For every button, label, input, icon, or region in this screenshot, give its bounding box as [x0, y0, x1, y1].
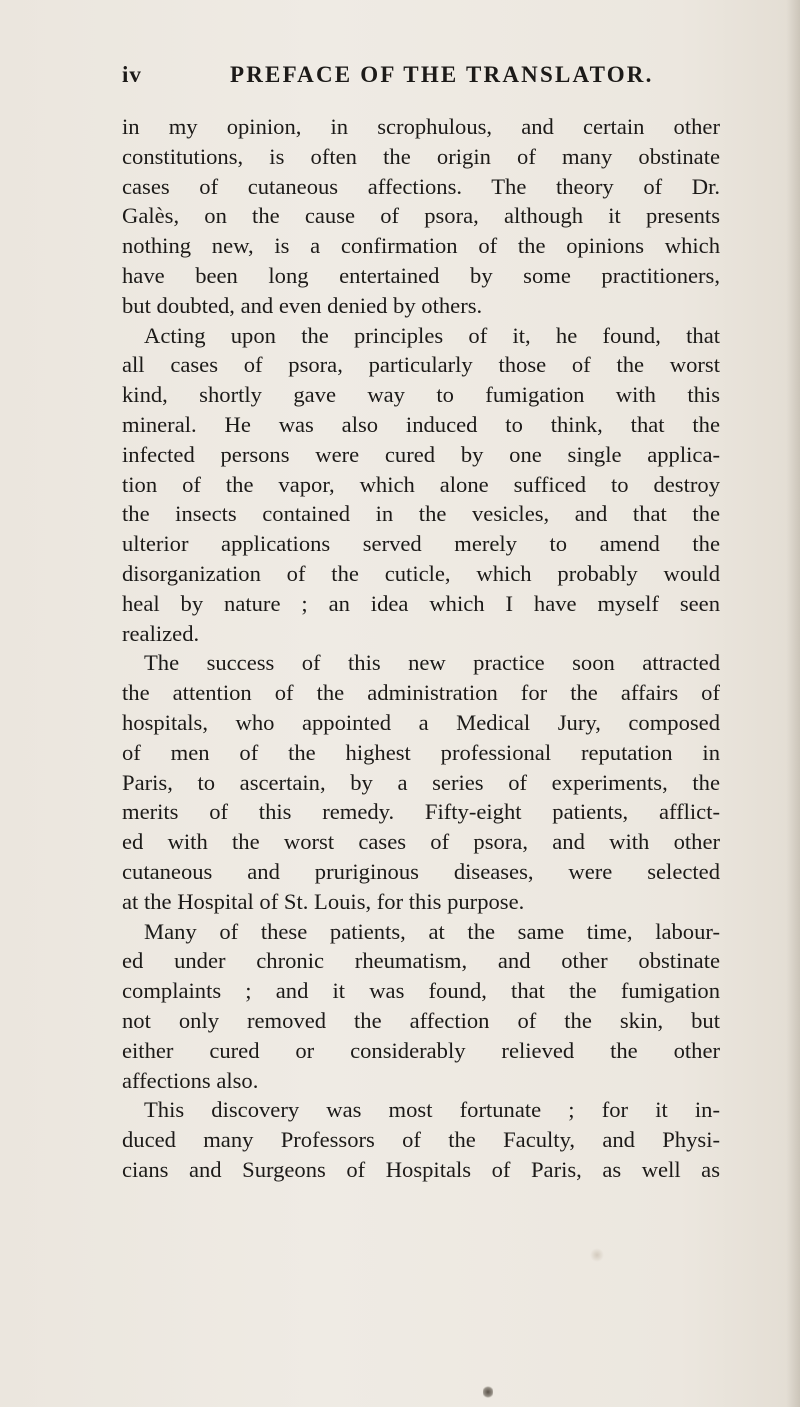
text-line: nothing new, is a confirmation of the opinions which: [122, 233, 720, 259]
text-line: disorganization of the cuticle, which probably would: [122, 560, 720, 586]
text-line: tion of the vapor, which alone sufficed to destroy: [122, 471, 720, 497]
page-edge-shadow: [786, 0, 800, 1407]
text-line: mineral. He was also induced to think, that the: [122, 411, 720, 437]
text-line: This discovery was most fortunate ; for it in-: [144, 1097, 720, 1123]
text-line: ed under chronic rheumatism, and other obstinate: [122, 948, 720, 974]
text-line: duced many Professors of the Faculty, and Physi-: [122, 1127, 720, 1153]
text-line: cians and Surgeons of Hospitals of Paris, as well as: [122, 1156, 720, 1182]
ink-speck: [483, 1385, 493, 1399]
text-line: not only removed the affection of the skin, but: [122, 1007, 720, 1033]
text-line: merits of this remedy. Fifty-eight patients, afflict-: [122, 799, 720, 825]
text-line: of men of the highest professional reputation in: [122, 739, 720, 765]
paper-stain: [590, 1248, 604, 1262]
running-head: PREFACE OF THE TRANSLATOR.: [230, 62, 654, 87]
text-line: either cured or considerably relieved the other: [122, 1037, 720, 1063]
text-line: but doubted, and even denied by others.: [122, 292, 483, 318]
text-line: kind, shortly gave way to fumigation with this: [122, 382, 720, 408]
text-line: affections also.: [122, 1067, 259, 1093]
text-line: in my opinion, in scrophulous, and certain other: [122, 114, 720, 139]
text-line: cases of cutaneous affections. The theory of Dr.: [122, 173, 720, 199]
text-line: infected persons were cured by one single applica-: [122, 441, 720, 467]
text-line: ulterior applications served merely to amend the: [122, 531, 720, 557]
text-line: The success of this new practice soon attracted: [144, 650, 720, 676]
text-line: constitutions, is often the origin of many obstinate: [122, 143, 720, 169]
text-line: hospitals, who appointed a Medical Jury, composed: [122, 709, 720, 735]
page-header: [122, 57, 720, 93]
text-line: complaints ; and it was found, that the fumigation: [122, 978, 720, 1004]
page-number: iv: [122, 62, 142, 87]
text-line: the attention of the administration for the affairs of: [122, 680, 720, 706]
text-line: heal by nature ; an idea which I have myself seen: [122, 590, 720, 616]
text-line: Many of these patients, at the same time, labour-: [144, 918, 720, 944]
text-line: Galès, on the cause of psora, although it presents: [122, 203, 720, 229]
text-line: ed with the worst cases of psora, and with other: [122, 829, 720, 855]
body-text: [122, 112, 720, 1185]
text-line: realized.: [122, 620, 200, 646]
text-line: Acting upon the principles of it, he found, that: [144, 322, 720, 348]
text-line: Paris, to ascertain, by a series of experiments, the: [122, 769, 720, 795]
text-line: all cases of psora, particularly those of the worst: [122, 352, 720, 378]
text-line: at the Hospital of St. Louis, for this purpose.: [122, 888, 525, 914]
text-line: have been long entertained by some practitioners,: [122, 262, 720, 288]
text-line: the insects contained in the vesicles, and that the: [122, 501, 720, 527]
text-line: cutaneous and pruriginous diseases, were selected: [122, 858, 720, 884]
